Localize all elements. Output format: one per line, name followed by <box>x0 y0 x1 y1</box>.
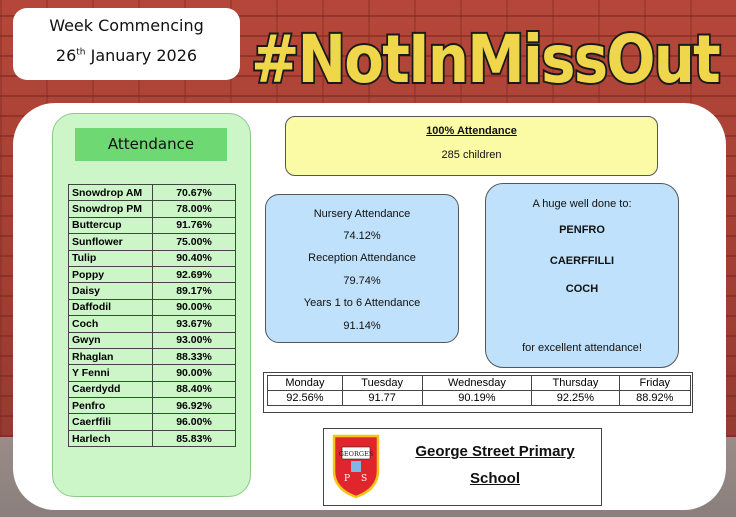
class-name: Caerffili <box>69 414 153 430</box>
hashtag-text: #NotInMissOut <box>251 21 721 98</box>
class-value: 75.00% <box>153 234 236 250</box>
class-name: Sunflower <box>69 234 153 250</box>
day-header: Thursday <box>532 376 619 391</box>
class-value: 93.00% <box>153 332 236 348</box>
full-attendance-box <box>285 116 658 176</box>
class-value: 90.40% <box>153 250 236 266</box>
table-row <box>69 217 236 233</box>
week-commencing-box <box>13 8 240 80</box>
week-date: 26th January 2026 <box>55 46 198 65</box>
well-done-class: CAERFFILLI <box>549 255 615 267</box>
reception-value: 79.74% <box>343 275 381 287</box>
day-value: 92.25% <box>532 391 619 406</box>
day-header: Tuesday <box>342 376 422 391</box>
day-value: 90.19% <box>422 391 532 406</box>
table-row <box>69 266 236 282</box>
class-value: 92.69% <box>153 266 236 282</box>
class-name: Caerdydd <box>69 381 153 397</box>
svg-text:GEORGES: GEORGES <box>338 450 374 458</box>
table-row <box>69 234 236 250</box>
day-value: 91.77 <box>342 391 422 406</box>
class-value: 91.76% <box>153 217 236 233</box>
class-value: 70.67% <box>153 185 236 201</box>
class-name: Rhaglan <box>69 348 153 364</box>
years-value: 91.14% <box>343 320 381 332</box>
class-name: Tulip <box>69 250 153 266</box>
table-row <box>69 332 236 348</box>
full-attendance-count: 285 children <box>441 149 502 161</box>
reception-label: Reception Attendance <box>308 252 416 264</box>
svg-text:S: S <box>361 474 368 484</box>
class-name: Daisy <box>69 283 153 299</box>
class-value: 85.83% <box>153 430 236 446</box>
class-value: 88.33% <box>153 348 236 364</box>
school-banner <box>323 428 602 506</box>
class-value: 90.00% <box>153 365 236 381</box>
class-name: Y Fenni <box>69 365 153 381</box>
class-value: 89.17% <box>153 283 236 299</box>
daily-attendance-table <box>267 375 691 406</box>
class-name: Gwyn <box>69 332 153 348</box>
day-header: Friday <box>619 376 690 391</box>
class-name: Coch <box>69 316 153 332</box>
class-name: Snowdrop AM <box>69 185 153 201</box>
class-value: 93.67% <box>153 316 236 332</box>
day-header: Monday <box>268 376 343 391</box>
well-done-intro: A huge well done to: <box>532 198 632 210</box>
class-value: 96.92% <box>153 398 236 414</box>
table-row <box>69 430 236 446</box>
class-name: Harlech <box>69 430 153 446</box>
school-name-line2: School <box>469 470 520 487</box>
well-done-class: COCH <box>565 283 599 295</box>
school-name-line1: George Street Primary <box>415 443 575 460</box>
svg-text:P: P <box>344 474 351 484</box>
class-name: Buttercup <box>69 217 153 233</box>
class-value: 90.00% <box>153 299 236 315</box>
years-label: Years 1 to 6 Attendance <box>303 297 421 309</box>
class-name: Snowdrop PM <box>69 201 153 217</box>
table-row <box>69 283 236 299</box>
table-row <box>69 348 236 364</box>
school-crest-icon <box>331 433 381 499</box>
class-attendance-table <box>68 184 236 447</box>
table-row <box>69 201 236 217</box>
day-value: 92.56% <box>268 391 343 406</box>
table-row <box>69 299 236 315</box>
table-row <box>69 398 236 414</box>
class-value: 96.00% <box>153 414 236 430</box>
table-row <box>69 381 236 397</box>
nursery-label: Nursery Attendance <box>313 208 411 220</box>
class-name: Penfro <box>69 398 153 414</box>
day-header: Wednesday <box>422 376 532 391</box>
table-row <box>69 185 236 201</box>
table-row <box>69 365 236 381</box>
attendance-heading: Attendance <box>75 128 227 161</box>
phase-attendance-box <box>265 194 459 343</box>
table-row <box>69 414 236 430</box>
class-name: Poppy <box>69 266 153 282</box>
class-value: 88.40% <box>153 381 236 397</box>
table-row <box>69 316 236 332</box>
well-done-box <box>485 183 679 368</box>
hashtag-title <box>245 0 725 110</box>
nursery-value: 74.12% <box>343 230 381 242</box>
class-value: 78.00% <box>153 201 236 217</box>
class-name: Daffodil <box>69 299 153 315</box>
well-done-outro: for excellent attendance! <box>522 342 642 354</box>
day-value: 88.92% <box>619 391 690 406</box>
table-row <box>69 250 236 266</box>
week-commencing-label: Week Commencing <box>49 16 204 35</box>
well-done-class: PENFRO <box>559 224 605 236</box>
full-attendance-heading: 100% Attendance <box>426 125 517 137</box>
